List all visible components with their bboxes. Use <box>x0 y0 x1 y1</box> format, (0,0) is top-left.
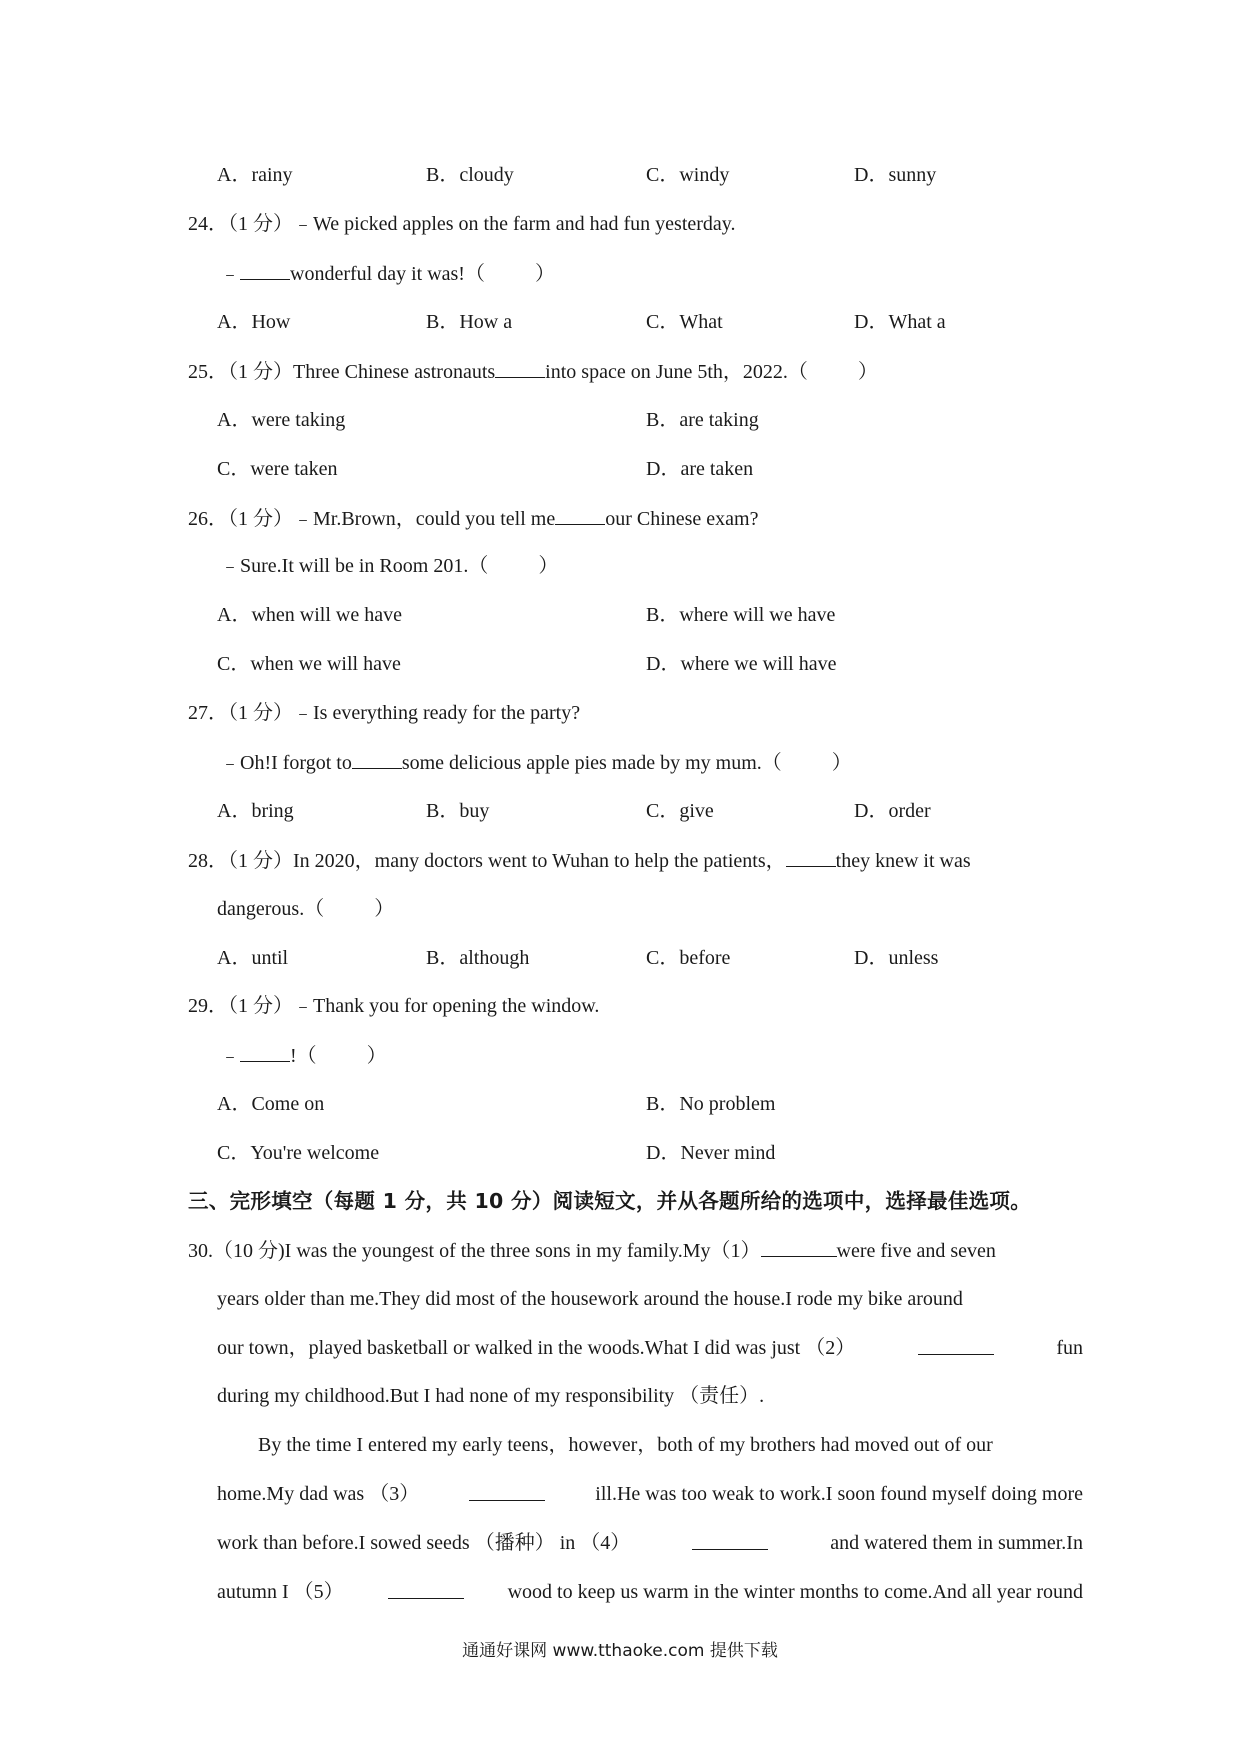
q29-option-d[interactable]: D．Never mind <box>646 1142 776 1164</box>
q25-paren-close: ） <box>857 361 878 383</box>
q25-option-d[interactable]: D．are taken <box>646 458 754 480</box>
q25-option-a[interactable]: A．were taking <box>217 409 346 431</box>
q30-p2l3-b: and watered them in summer.In <box>830 1532 1083 1554</box>
q29-paren-close: ） <box>366 1045 387 1067</box>
q30-para2-line-1: By the time I entered my early teens，however，both of my brothers had moved out of our <box>258 1434 993 1456</box>
q26-option-b[interactable]: B．where will we have <box>646 604 836 626</box>
q28-line2 <box>217 897 394 921</box>
q30-blank-1[interactable] <box>761 1238 837 1257</box>
q28-option-d[interactable]: D．unless <box>854 947 939 969</box>
q26-option-a[interactable]: A．when will we have <box>217 604 402 626</box>
q28-prompt <box>188 848 971 873</box>
q27-option-d[interactable]: D．order <box>854 800 931 822</box>
q24-line2 <box>220 261 555 286</box>
q26-option-d[interactable]: D．where we will have <box>646 653 837 675</box>
q29-option-a[interactable]: A．Come on <box>217 1093 325 1115</box>
q25-prompt <box>188 359 878 384</box>
q23-option-a[interactable]: A．rainy <box>217 164 293 186</box>
q30-blank-4[interactable] <box>692 1531 768 1550</box>
q27-prompt: 27．（1 分）﹣Is everything ready for the party? <box>188 702 581 724</box>
q30-p2l2-pre: home.My dad was （3） <box>217 1483 420 1505</box>
q30-line3-post: fun <box>1056 1337 1083 1359</box>
q30-p2l2-post: ill.He was too weak to work.I soon found myself doing more <box>595 1483 1083 1505</box>
q29-option-c[interactable]: C．You're welcome <box>217 1142 380 1164</box>
q28-option-b[interactable]: B．although <box>426 947 530 969</box>
q27-option-c[interactable]: C．give <box>646 800 714 822</box>
q25-option-c[interactable]: C．were taken <box>217 458 338 480</box>
q26-text-pre: 26．（1 分）﹣Mr.Brown，could you tell me <box>188 508 556 530</box>
q24-option-b[interactable]: B．How a <box>426 311 513 333</box>
q28-option-c[interactable]: C．before <box>646 947 731 969</box>
q24-option-a[interactable]: A．How <box>217 311 291 333</box>
q28-text-pre: 28．（1 分）In 2020，many doctors went to Wuhan to help the patients， <box>188 850 786 872</box>
q29-answer-blank[interactable] <box>240 1043 290 1062</box>
q24-paren-close: ） <box>534 263 555 285</box>
q29-line2 <box>220 1043 387 1068</box>
q30-line1-pre: 30.（10 分)I was the youngest of the three sons in my family.My（1） <box>188 1240 761 1262</box>
q24-prompt: 24．（1 分）﹣We picked apples on the farm and had fun yesterday. <box>188 213 736 235</box>
q30-blank-5[interactable] <box>388 1580 464 1599</box>
q24-line2-text: wonderful day it was!（ <box>290 263 485 285</box>
q25-text-post: into space on June 5th，2022.（ <box>545 361 808 383</box>
q25-text-pre: 25．（1 分）Three Chinese astronauts <box>188 361 496 383</box>
q27-text-post: some delicious apple pies made by my mum.（ <box>401 752 782 774</box>
q30-p2l4-post: wood to keep us warm in the winter months to come.And all year round <box>507 1581 1083 1603</box>
q28-text-post: they knew it was <box>835 850 971 872</box>
q30-line3-pre: our town，played basketball or walked in the woods.What I did was just （2） <box>217 1337 856 1359</box>
q30-p2l4-pre: autumn I （5） <box>217 1581 344 1603</box>
q26-text-post: our Chinese exam? <box>605 508 759 530</box>
q28-option-a[interactable]: A．until <box>217 947 289 969</box>
q25-answer-blank[interactable] <box>495 359 545 378</box>
q29-prompt: 29．（1 分）﹣Thank you for opening the window. <box>188 995 600 1017</box>
q23-option-b[interactable]: B．cloudy <box>426 164 514 186</box>
q23-option-d[interactable]: D．sunny <box>854 164 937 186</box>
q30-line1-post: were five and seven <box>836 1240 996 1262</box>
section-3-heading: 三、完形填空（每题 1 分，共 10 分）阅读短文，并从各题所给的选项中，选择最佳选项。 <box>188 1189 1032 1213</box>
q30-blank-2[interactable] <box>918 1336 994 1355</box>
q25-option-b[interactable]: B．are taking <box>646 409 759 431</box>
q28-paren-close: ） <box>374 898 395 920</box>
q26-option-c[interactable]: C．when we will have <box>217 653 401 675</box>
q30-para2-line-2 <box>217 1482 1083 1506</box>
q30-blank-3[interactable] <box>469 1482 545 1501</box>
q29-dash: ﹣ <box>220 1045 240 1067</box>
q27-answer-blank[interactable] <box>352 750 402 769</box>
q30-line-4: during my childhood.But I had none of my responsibility （责任）. <box>217 1385 765 1407</box>
q28-text-line2: dangerous.（ <box>217 898 325 920</box>
q30-line-1 <box>188 1238 996 1263</box>
q30-para2-line-3 <box>217 1531 1083 1555</box>
q27-option-a[interactable]: A．bring <box>217 800 294 822</box>
q30-line-3 <box>217 1336 1083 1360</box>
q28-answer-blank[interactable] <box>786 848 836 867</box>
q30-para2-line-4 <box>217 1580 1083 1604</box>
q27-text-pre: ﹣Oh!I forgot to <box>220 752 352 774</box>
page-footer: 通通好课网 www.tthaoke.com 提供下载 <box>462 1641 778 1661</box>
q26-paren-close: ） <box>538 555 559 577</box>
q24-option-c[interactable]: C．What <box>646 311 723 333</box>
q24-option-d[interactable]: D．What a <box>854 311 946 333</box>
q29-option-b[interactable]: B．No problem <box>646 1093 776 1115</box>
q27-line2 <box>220 750 852 775</box>
q26-reply: ﹣Sure.It will be in Room 201.（ <box>220 555 489 577</box>
q27-paren-close: ） <box>831 752 852 774</box>
q26-prompt <box>188 506 758 531</box>
q30-line-2: years older than me.They did most of the housework around the house.I rode my bike around <box>217 1288 963 1310</box>
q24-answer-blank[interactable] <box>240 261 290 280</box>
q27-option-b[interactable]: B．buy <box>426 800 490 822</box>
q29-text-post: !（ <box>290 1045 317 1067</box>
q26-answer-blank[interactable] <box>555 506 605 525</box>
q24-dash: ﹣ <box>220 263 240 285</box>
q23-option-c[interactable]: C．windy <box>646 164 730 186</box>
q26-line2 <box>220 554 558 578</box>
q30-p2l3-a: work than before.I sowed seeds （播种） in （4） <box>217 1532 631 1554</box>
